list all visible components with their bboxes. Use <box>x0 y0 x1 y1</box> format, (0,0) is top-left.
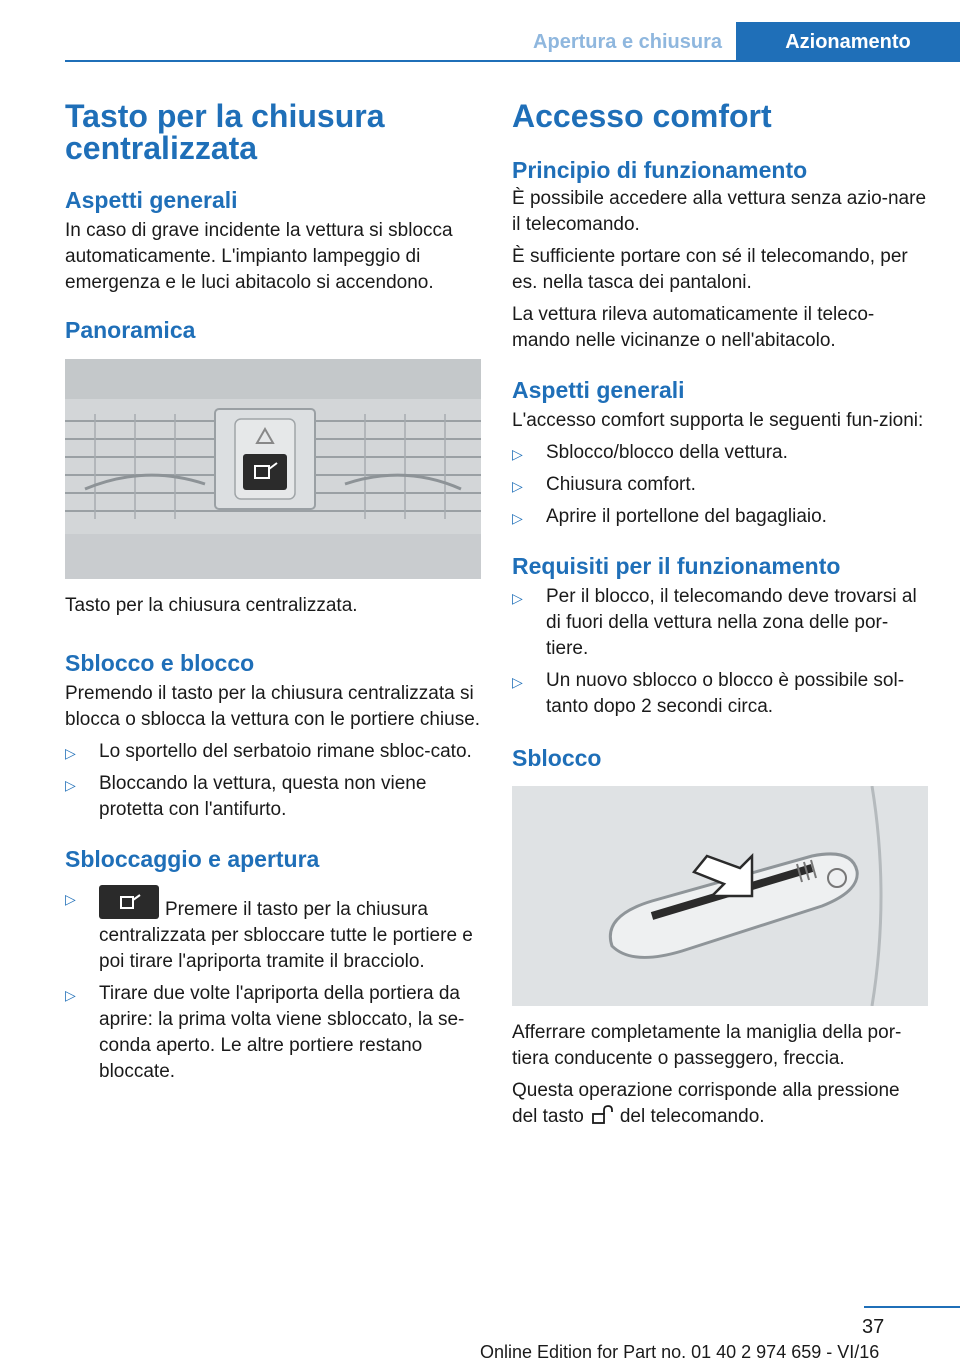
principle-text-2: È sufficiente portare con sé il telecomando, per es. nella tasca dei pantaloni. <box>512 246 908 293</box>
triangle-bullet-icon: ▷ <box>65 777 76 793</box>
general-text: In caso di grave incidente la vettura si sblocca automaticamente. L'impianto lampeggio di emergenza e le luci abitacolo si accendono. <box>65 220 453 293</box>
principle-text-3: La vettura rileva automaticamente il teleco-mando nelle vicinanze o nell'abitacolo. <box>512 304 875 351</box>
triangle-bullet-icon: ▷ <box>65 987 76 1003</box>
unlock-caption: Afferrare completamente la maniglia della por-tiera conducente o passeggero, freccia. <box>512 1022 902 1069</box>
general-heading-right: Aspetti generali <box>512 377 685 403</box>
list-item-text: Premere il tasto per la chiusura centralizzata per sbloccare tutte le portiere e poi tirare l'apriporta tramite il bracciolo. <box>99 899 473 972</box>
open-bullet-list <box>65 885 481 1085</box>
principle-text-1: È possibile accedere alla vettura senza azio-nare il telecomando. <box>512 188 927 235</box>
list-item <box>65 885 481 975</box>
list-item-text: Sblocco/blocco della vettura. <box>546 442 788 463</box>
page-header <box>65 22 960 62</box>
list-item <box>512 504 928 530</box>
lock-bullet-list <box>65 739 481 823</box>
edition-line: Online Edition for Part no. 01 40 2 974 659 - VI/16 <box>480 1342 880 1362</box>
list-item-text: Aprire il portellone del bagagliaio. <box>546 506 827 527</box>
list-item <box>512 668 928 720</box>
list-item <box>512 584 928 662</box>
list-item <box>65 739 481 765</box>
list-item-text: Chiusura comfort. <box>546 474 696 495</box>
triangle-bullet-icon: ▷ <box>512 674 523 690</box>
triangle-bullet-icon: ▷ <box>512 478 523 494</box>
list-item-text: Per il blocco, il telecomando deve trovarsi al di fuori della vettura nella zona delle por-tiere. <box>546 586 917 659</box>
triangle-bullet-icon: ▷ <box>512 590 523 606</box>
unlock-text <box>512 1078 928 1130</box>
triangle-bullet-icon: ▷ <box>65 891 76 907</box>
breadcrumb-chapter[interactable]: Azionamento <box>736 22 960 62</box>
triangle-bullet-icon: ▷ <box>65 745 76 761</box>
door-handle-image <box>512 786 928 1006</box>
car-door-lock-icon <box>99 885 159 919</box>
list-item <box>512 440 928 466</box>
right-column <box>512 100 928 1130</box>
door-handle-illustration <box>512 786 928 1006</box>
left-column <box>65 100 481 1085</box>
general-heading: Aspetti generali <box>65 187 238 213</box>
requirements-heading: Requisiti per il funzionamento <box>512 553 841 579</box>
list-item-text: Lo sportello del serbatoio rimane sbloc-cato. <box>99 741 472 762</box>
list-item-text: Bloccando la vettura, questa non viene protetta con l'antifurto. <box>99 773 427 820</box>
functions-bullet-list <box>512 440 928 530</box>
comfort-access-title: Accesso comfort <box>512 98 772 134</box>
central-lock-key-icon <box>99 885 159 919</box>
lock-text: Premendo il tasto per la chiusura centralizzata si blocca o sblocca la vettura con le portiere chiuse. <box>65 683 481 730</box>
principle-heading: Principio di funzionamento <box>512 157 808 183</box>
unlock-icon <box>590 1105 614 1125</box>
breadcrumb-section[interactable]: Apertura e chiusura <box>533 31 722 53</box>
open-heading: Sbloccaggio e apertura <box>65 846 320 872</box>
open-padlock-icon <box>590 1105 614 1125</box>
requirements-bullet-list <box>512 584 928 720</box>
unlock-heading: Sblocco <box>512 745 602 771</box>
list-item-text: Tirare due volte l'apriporta della portiera da aprire: la prima volta viene sbloccato, la se-conda aperto. Le altre portiere restano bloccate. <box>99 983 465 1082</box>
list-item <box>512 472 928 498</box>
list-item <box>65 981 481 1085</box>
figure-caption: Tasto per la chiusura centralizzata. <box>65 595 358 616</box>
overview-heading: Panoramica <box>65 317 196 343</box>
list-item <box>65 771 481 823</box>
list-item-text: Un nuovo sblocco o blocco è possibile sol-tanto dopo 2 secondi circa. <box>546 670 905 717</box>
dashboard-vents-illustration <box>65 359 481 579</box>
page-number: 37 <box>862 1316 885 1338</box>
header-rule <box>65 60 960 62</box>
unlock-text-before: Questa operazione corrisponde alla pressione del tasto <box>512 1080 900 1127</box>
central-locking-title: Tasto per la chiusura centralizzata <box>65 98 385 166</box>
footer-rule <box>864 1306 960 1308</box>
general-text-right: L'accesso comfort supporta le seguenti fun-zioni: <box>512 410 924 431</box>
triangle-bullet-icon: ▷ <box>512 510 523 526</box>
unlock-text-after: del telecomando. <box>619 1106 765 1127</box>
triangle-bullet-icon: ▷ <box>512 446 523 462</box>
central-locking-button-image <box>65 359 481 579</box>
lock-heading: Sblocco e blocco <box>65 650 255 676</box>
